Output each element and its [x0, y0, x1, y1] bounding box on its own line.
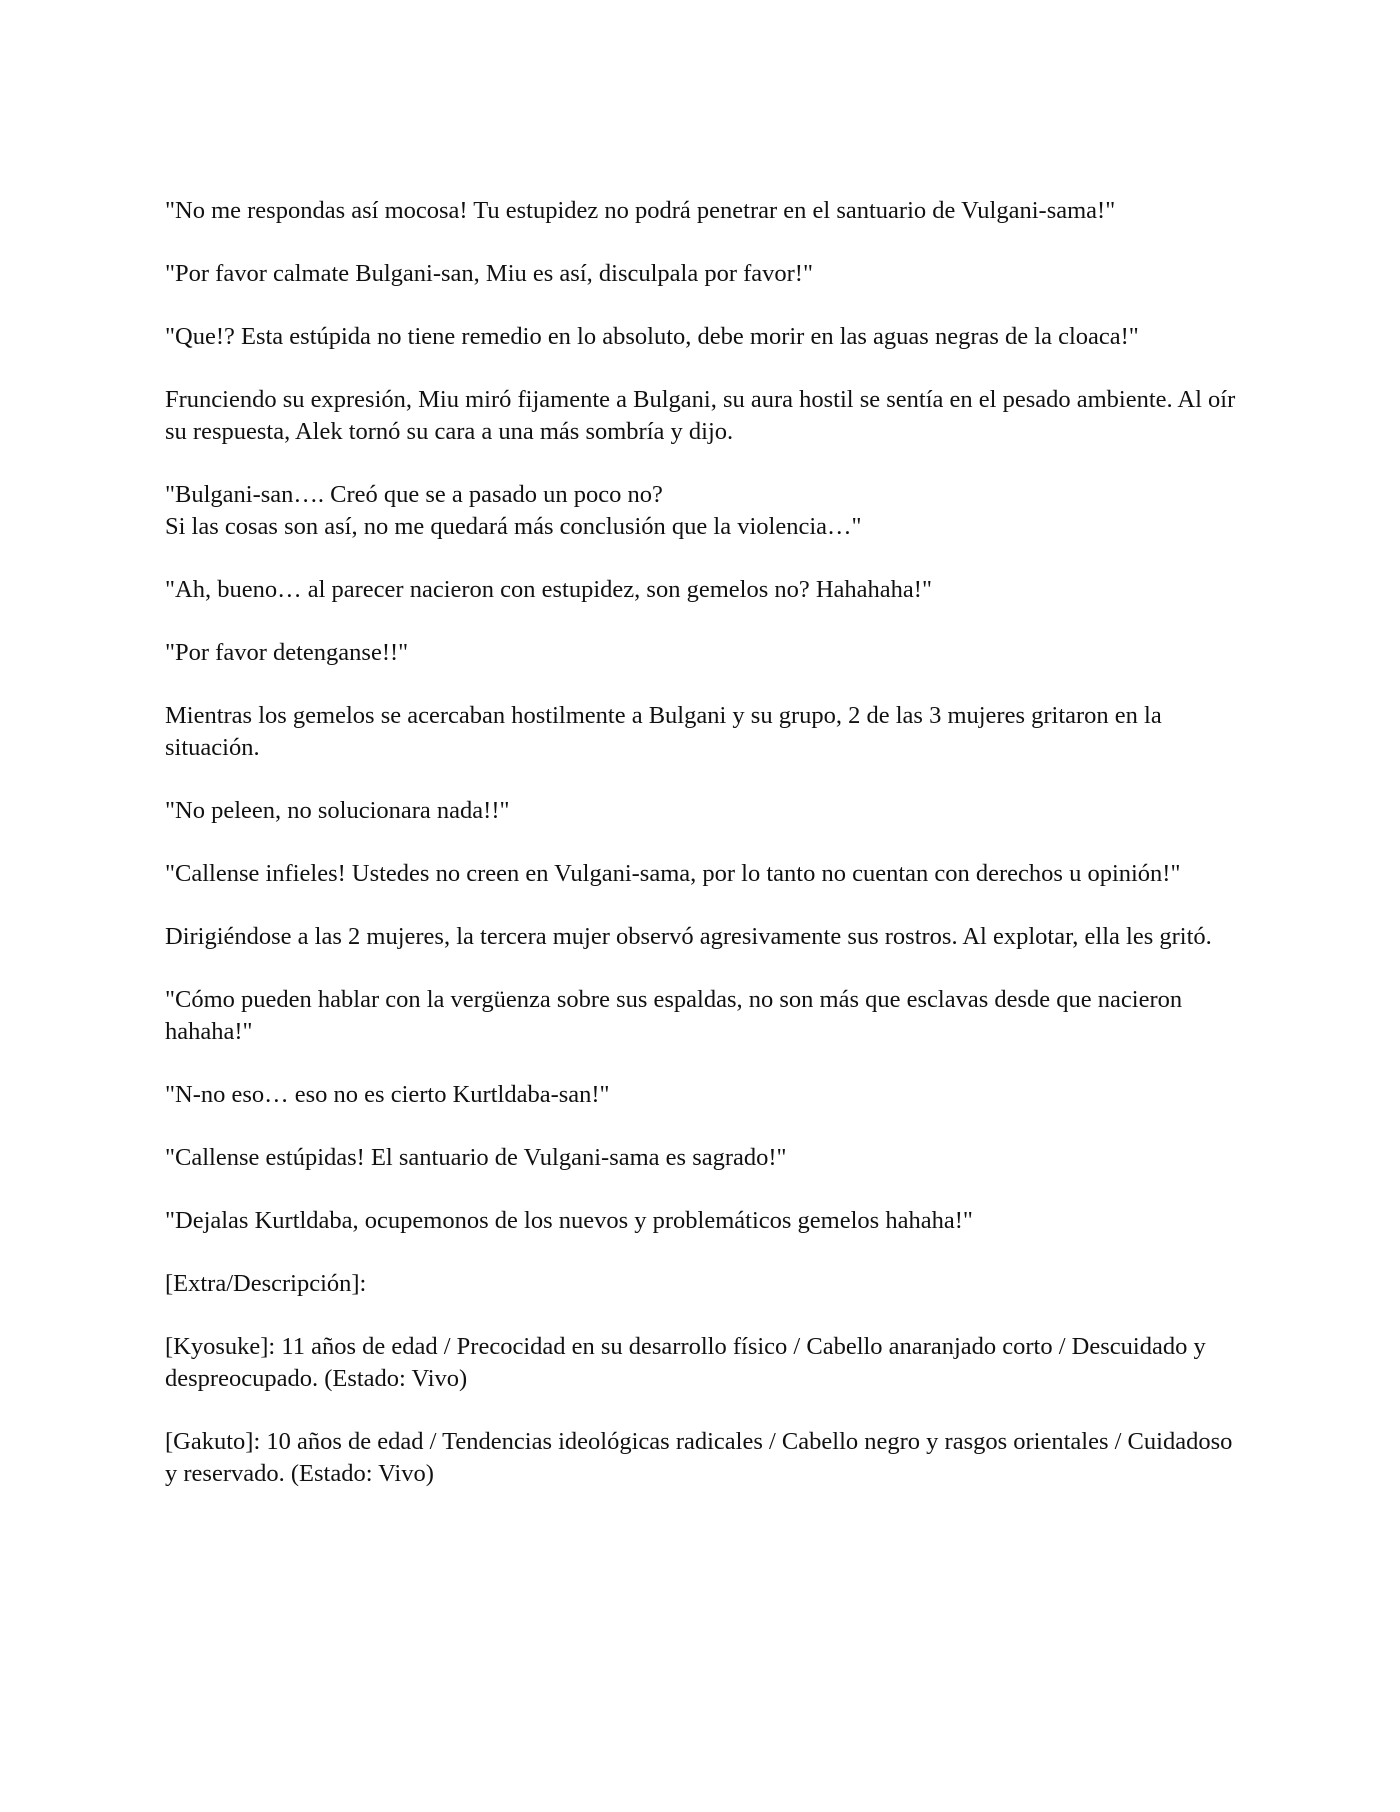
paragraph-1: "No me respondas así mocosa! Tu estupidez no podrá penetrar en el santuario de Vulgani-sama!" [165, 197, 1116, 224]
paragraph-13: "N-no eso… eso no es cierto Kurtldaba-san!" [165, 1081, 610, 1108]
paragraph-10: "Callense infieles! Ustedes no creen en Vulgani-sama, por lo tanto no cuentan con derechos u opinión!" [165, 860, 1181, 887]
character-entry-kyosuke: [Kyosuke]: 11 años de edad / Precocidad en su desarrollo físico / Cabello anaranjado corto / Descuidado y despreocupado. (Estado: Vivo) [165, 1333, 1212, 1392]
paragraph-5: "Bulgani-san…. Creó que se a pasado un poco no? Si las cosas son así, no me quedará más conclusión que la violencia…" [165, 481, 862, 540]
paragraph-6: "Ah, bueno… al parecer nacieron con estupidez, son gemelos no? Hahahaha!" [165, 576, 932, 603]
paragraph-3: "Que!? Esta estúpida no tiene remedio en lo absoluto, debe morir en las aguas negras de la cloaca!" [165, 323, 1139, 350]
paragraph-4: Frunciendo su expresión, Miu miró fijamente a Bulgani, su aura hostil se sentía en el pesado ambiente. Al oír su respuesta, Alek tornó su cara a una más sombría y dijo. [165, 386, 1242, 445]
paragraph-7: "Por favor detenganse!!" [165, 639, 409, 666]
extra-description-heading: [Extra/Descripción]: [165, 1270, 367, 1297]
paragraph-11: Dirigiéndose a las 2 mujeres, la tercera mujer observó agresivamente sus rostros. Al explotar, ella les gritó. [165, 923, 1212, 950]
paragraph-2: "Por favor calmate Bulgani-san, Miu es así, disculpala por favor!" [165, 260, 813, 287]
paragraph-9: "No peleen, no solucionara nada!!" [165, 797, 510, 824]
paragraph-14: "Callense estúpidas! El santuario de Vulgani-sama es sagrado!" [165, 1144, 787, 1171]
document-body [165, 195, 1245, 1521]
paragraph-12: "Cómo pueden hablar con la vergüenza sobre sus espaldas, no son más que esclavas desde que nacieron hahaha!" [165, 986, 1189, 1045]
paragraph-15: "Dejalas Kurtldaba, ocupemonos de los nuevos y problemáticos gemelos hahaha!" [165, 1207, 973, 1234]
character-entry-gakuto: [Gakuto]: 10 años de edad / Tendencias ideológicas radicales / Cabello negro y rasgos orientales / Cuidadoso y reservado. (Estado: Vivo) [165, 1428, 1239, 1487]
paragraph-8: Mientras los gemelos se acercaban hostilmente a Bulgani y su grupo, 2 de las 3 mujeres gritaron en la situación. [165, 702, 1168, 761]
